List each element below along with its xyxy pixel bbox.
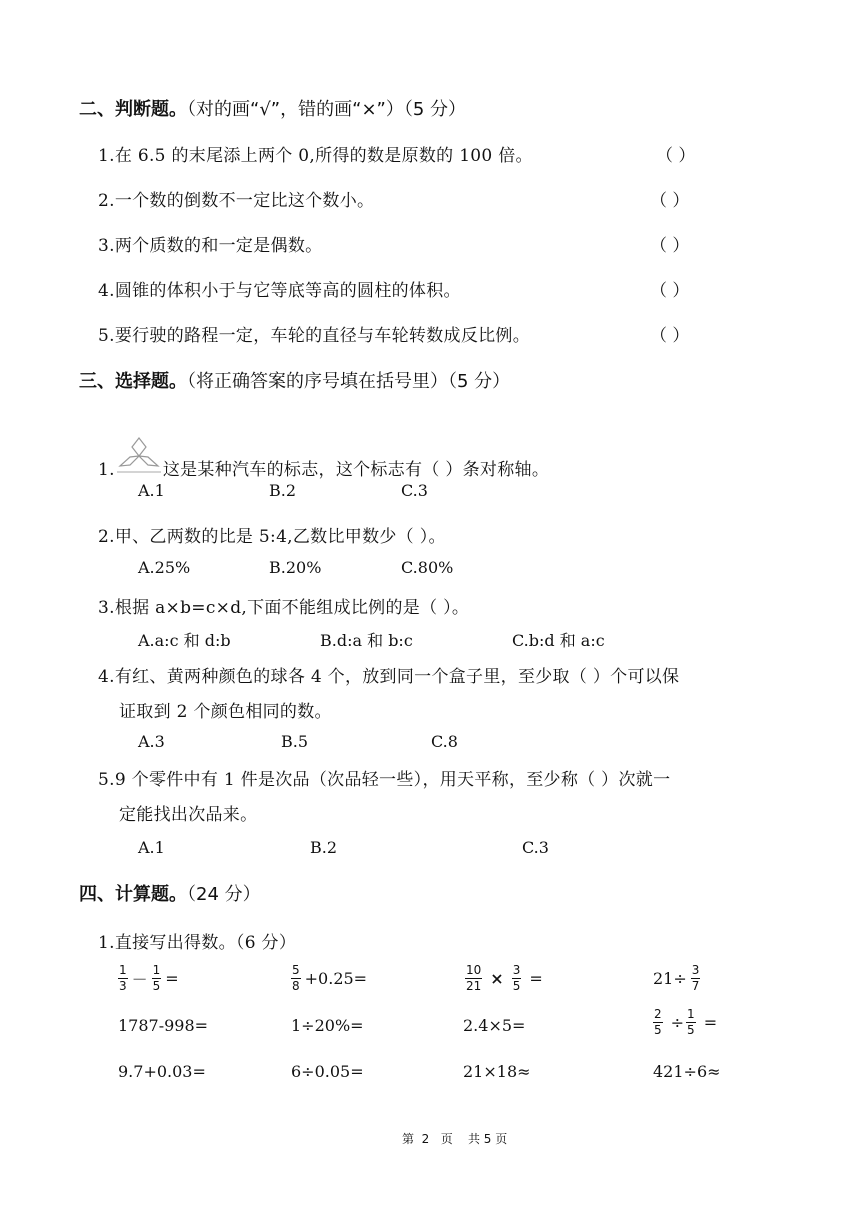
calc-r1-c2: $\frac{5}{8}$ +0.25= xyxy=(292,963,368,994)
choice-q3: 3.根据 a×b=c×d,下面不能组成比例的是（ ）。 xyxy=(98,598,470,618)
choice-q2-option-c[interactable]: C.80% xyxy=(401,558,454,577)
judge-item-5: 5.要行驶的路程一定，车轮的直径与车轮转数成反比例。 xyxy=(98,326,531,346)
section4-heading xyxy=(79,880,261,906)
judge-answer-5[interactable]: （ ） xyxy=(650,326,690,346)
calc-r1-c1: $\frac{1}{3}$ － $\frac{1}{5}$ = xyxy=(119,963,179,994)
section4-title: 四、计算题。 xyxy=(79,884,187,905)
calc-r1-c4: 21÷ $\frac{3}{7}$ xyxy=(653,963,700,994)
choice-q1-text: 这是某种汽车的标志，这个标志有（ ）条对称轴。 xyxy=(162,460,550,480)
section4-note: （24 分） xyxy=(187,884,261,905)
fraction: $\frac{5}{8}$ xyxy=(292,963,300,994)
section2-heading xyxy=(79,95,466,121)
calc-r1-c3: $\frac{10}{21}$ × $\frac{3}{5}$ = xyxy=(466,963,543,994)
section3-title: 三、选择题。 xyxy=(79,371,187,392)
choice-q5-line2: 定能找出次品来。 xyxy=(119,805,258,825)
choice-q3-option-b[interactable]: B.d:a 和 b:c xyxy=(320,631,413,650)
calc-r2-c4: $\frac{2}{5}$ ÷ $\frac{1}{5}$ = xyxy=(654,1007,718,1038)
choice-q4-line2: 证取到 2 个颜色相同的数。 xyxy=(119,702,332,722)
fraction: $\frac{3}{5}$ xyxy=(512,963,521,994)
choice-q2: 2.甲、乙两数的比是 5:4,乙数比甲数少（ ）。 xyxy=(98,527,446,547)
choice-q3-option-a[interactable]: A.a:c 和 d:b xyxy=(138,631,231,650)
calc-r2-c3: 2.4×5= xyxy=(463,1016,526,1035)
fraction: $\frac{1}{3}$ xyxy=(119,963,127,994)
choice-q1 xyxy=(98,436,549,480)
fraction: $\frac{1}{5}$ xyxy=(152,963,161,994)
choice-q1-option-a[interactable]: A.1 xyxy=(138,481,165,500)
section3-note: （将正确答案的序号填在括号里）（5 分） xyxy=(187,371,511,392)
choice-q4-option-c[interactable]: C.8 xyxy=(431,732,458,751)
choice-q4-line1: 4.有红、黄两种颜色的球各 4 个，放到同一个盒子里，至少取（ ）个可以保 xyxy=(98,667,680,687)
judge-item-3: 3.两个质数的和一定是偶数。 xyxy=(98,236,323,256)
judge-answer-1[interactable]: （ ） xyxy=(656,146,696,166)
fraction: $\frac{10}{21}$ xyxy=(466,963,482,994)
judge-item-4: 4.圆锥的体积小于与它等底等高的圆柱的体积。 xyxy=(98,281,461,301)
judge-item-1: 1.在 6.5 的末尾添上两个 0,所得的数是原数的 100 倍。 xyxy=(98,146,533,166)
judge-answer-3[interactable]: （ ） xyxy=(650,236,690,256)
fraction: $\frac{1}{5}$ xyxy=(687,1007,695,1038)
calc-r3-c1: 9.7+0.03= xyxy=(118,1062,206,1081)
section2-note: （对的画“√”，错的画“×”）（5 分） xyxy=(187,99,467,120)
choice-q4-option-a[interactable]: A.3 xyxy=(138,732,165,751)
calc-r3-c2: 6÷0.05= xyxy=(291,1062,364,1081)
choice-q5-option-b[interactable]: B.2 xyxy=(310,838,338,857)
choice-q5-option-c[interactable]: C.3 xyxy=(522,838,549,857)
calc-r2-c1: 1787-998= xyxy=(118,1016,209,1035)
choice-q2-option-a[interactable]: A.25% xyxy=(138,558,191,577)
calc-r2-c2: 1÷20%= xyxy=(291,1016,364,1035)
section2-title: 二、判断题。 xyxy=(79,99,187,120)
fraction: $\frac{2}{5}$ xyxy=(654,1007,662,1038)
judge-answer-4[interactable]: （ ） xyxy=(650,281,690,301)
choice-q5-option-a[interactable]: A.1 xyxy=(138,838,165,857)
choice-q4-option-b[interactable]: B.5 xyxy=(281,732,309,751)
choice-q1-option-c[interactable]: C.3 xyxy=(401,481,428,500)
section3-heading xyxy=(79,367,510,393)
choice-q2-option-b[interactable]: B.20% xyxy=(269,558,322,577)
calc-r3-c4: 421÷6≈ xyxy=(653,1062,721,1081)
page-footer: 第 2 页 共 5 页 xyxy=(402,1132,508,1146)
choice-q1-option-b[interactable]: B.2 xyxy=(269,481,297,500)
calc-sub1-title: 1.直接写出得数。（6 分） xyxy=(98,933,297,953)
choice-q1-num: 1. xyxy=(98,460,115,480)
choice-q3-option-c[interactable]: C.b:d 和 a:c xyxy=(512,631,605,650)
judge-item-2: 2.一个数的倒数不一定比这个数小。 xyxy=(98,191,375,211)
car-logo-icon xyxy=(115,436,163,478)
choice-q5-line1: 5.9 个零件中有 1 件是次品（次品轻一些），用天平称，至少称（ ）次就一 xyxy=(98,770,671,790)
fraction: $\frac{3}{7}$ xyxy=(691,963,700,994)
judge-answer-2[interactable]: （ ） xyxy=(650,191,690,211)
calc-r3-c3: 21×18≈ xyxy=(463,1062,531,1081)
